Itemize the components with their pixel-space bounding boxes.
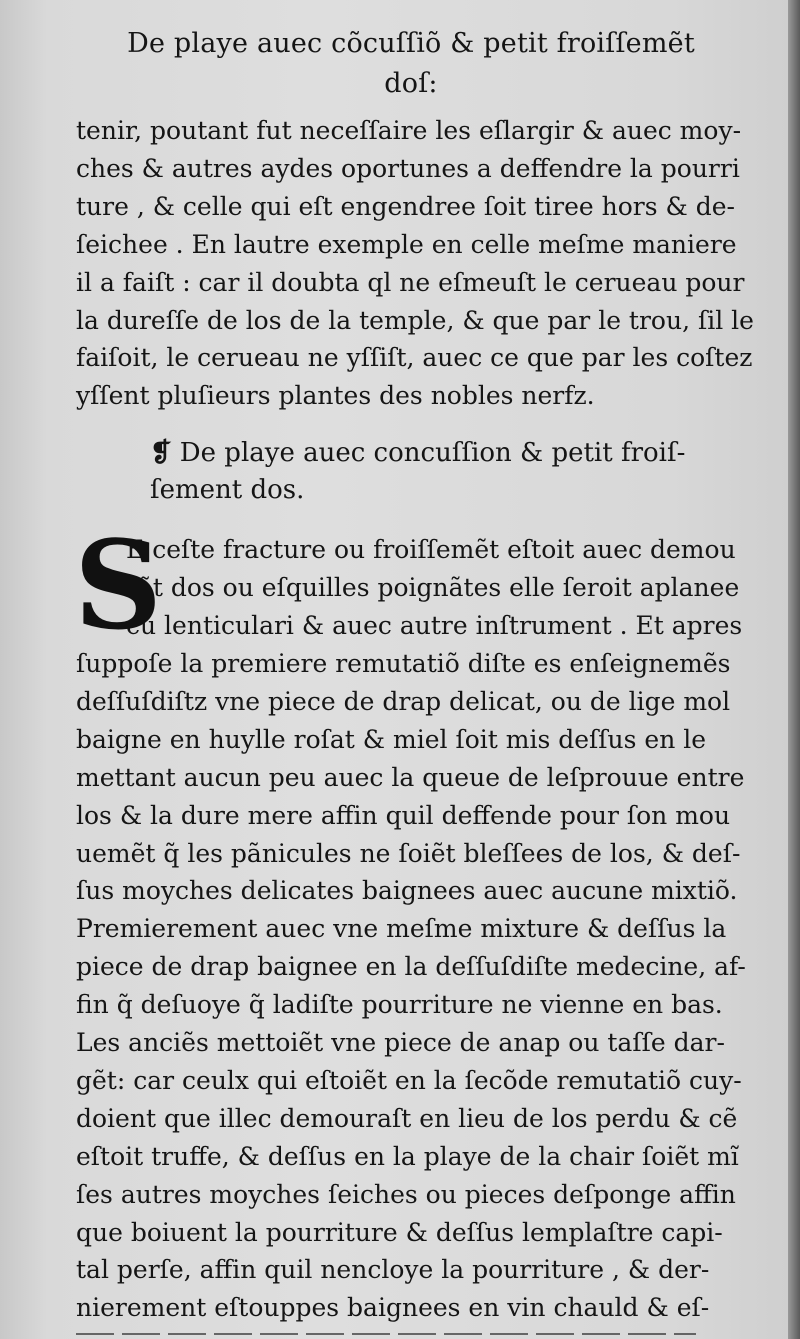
text-line: mettant aucun peu auec la queue de leſprouue entre xyxy=(76,762,745,792)
text-line: deſſuſdiſtz vne piece de drap delicat, ou de lige mol xyxy=(76,686,731,716)
text-line: que boiuent la pourriture & deſſus lemplaſtre capi- xyxy=(76,1217,723,1247)
text-line: uemẽt q̃ les pãnicules ne ſoiẽt bleſſees de los, & deſ- xyxy=(76,838,741,868)
text-line: Premierement auec vne meſme mixture & deſſus la xyxy=(76,914,727,944)
text-line: fin q̃ deſuoye q̃ ladiſte pourriture ne vienne en bas. xyxy=(76,990,723,1020)
text-line: ſeichee . En lautre exemple en celle meſme maniere xyxy=(76,229,737,259)
text-line: tal perſe, affin quil nencloye la pourriture , & der- xyxy=(76,1255,710,1285)
text-line: nierement eſtouppes baignees en vin chauld & eſ- xyxy=(76,1293,710,1323)
text-line: ſus moyches delicates baignees auec aucune mixtiõ. xyxy=(76,876,738,906)
chapter-heading xyxy=(150,435,706,509)
bottom-rule-divider xyxy=(76,1333,696,1335)
text-line: Les anciẽs mettoiẽt vne piece de anap ou taſſe dar- xyxy=(76,1028,725,1058)
text-line: piece de drap baignee en la deſſuſdiſte medecine, af- xyxy=(76,952,746,982)
page-text-block xyxy=(74,24,754,1335)
chapter-heading-line xyxy=(150,435,706,472)
text-line: yſſent pluſieurs plantes des nobles nerfz. xyxy=(76,381,595,411)
text-line: gẽt: car ceulx qui eſtoiẽt en la ſecõde remutatiõ cuy- xyxy=(76,1065,742,1095)
text-line: rãt dos ou eſquilles poignãtes elle ſeroit aplanee xyxy=(126,573,740,603)
text-line: la dureſſe de los de la temple, & que par le trou, ſil le xyxy=(76,305,754,335)
drop-cap-initial: S xyxy=(74,513,163,658)
page-edge-shadow xyxy=(788,0,800,1339)
text-line: tenir, poutant fut neceſſaire les eſlargir & auec moy- xyxy=(76,116,742,145)
text-line: ches & autres aydes oportunes a deffendre la pourri xyxy=(76,153,740,183)
chapter-heading-line: ſement dos. xyxy=(150,475,305,506)
text-line: ture , & celle qui eſt engendree ſoit tiree hors & de- xyxy=(76,191,735,221)
text-line: faiſoit, le cerueau ne yſſiſt, auec ce que par les coſtez xyxy=(76,343,753,373)
text-line: doient que illec demouraſt en lieu de los perdu & cẽ xyxy=(76,1103,738,1133)
text-line: il a faiſt : car il doubta ql ne eſmeuſt le cerueau pour xyxy=(76,267,745,297)
text-line: baigne en huylle roſat & miel ſoit mis deſſus en le xyxy=(76,724,707,754)
text-line: los & la dure mere affin quil deffende pour ſon mou xyxy=(76,800,731,830)
text-line: E ceſte fracture ou froiſſemẽt eſtoit auec demou xyxy=(126,535,736,565)
chapter-heading-text: De playe auec concuſſion & petit froiſ- xyxy=(179,438,686,469)
text-line: ſes autres moyches ſeiches ou pieces deſponge affin xyxy=(76,1179,736,1209)
text-line: cũ lenticulari & auec autre inſtrument . Et apres xyxy=(126,611,743,641)
pilcrow-icon: ❡ xyxy=(150,438,172,469)
paragraph-2 xyxy=(74,513,746,1327)
text-line: ſuppoſe la premiere remutatiõ diſte es enſeignemẽs xyxy=(76,648,731,678)
paragraph-1 xyxy=(76,112,754,415)
text-line: eſtoit truffe, & deſſus en la playe de la chair ſoiẽt mĩ xyxy=(76,1141,739,1171)
running-head: De playe auec cõcuſſiõ & petit froiſſemẽt doſ: xyxy=(127,28,695,99)
